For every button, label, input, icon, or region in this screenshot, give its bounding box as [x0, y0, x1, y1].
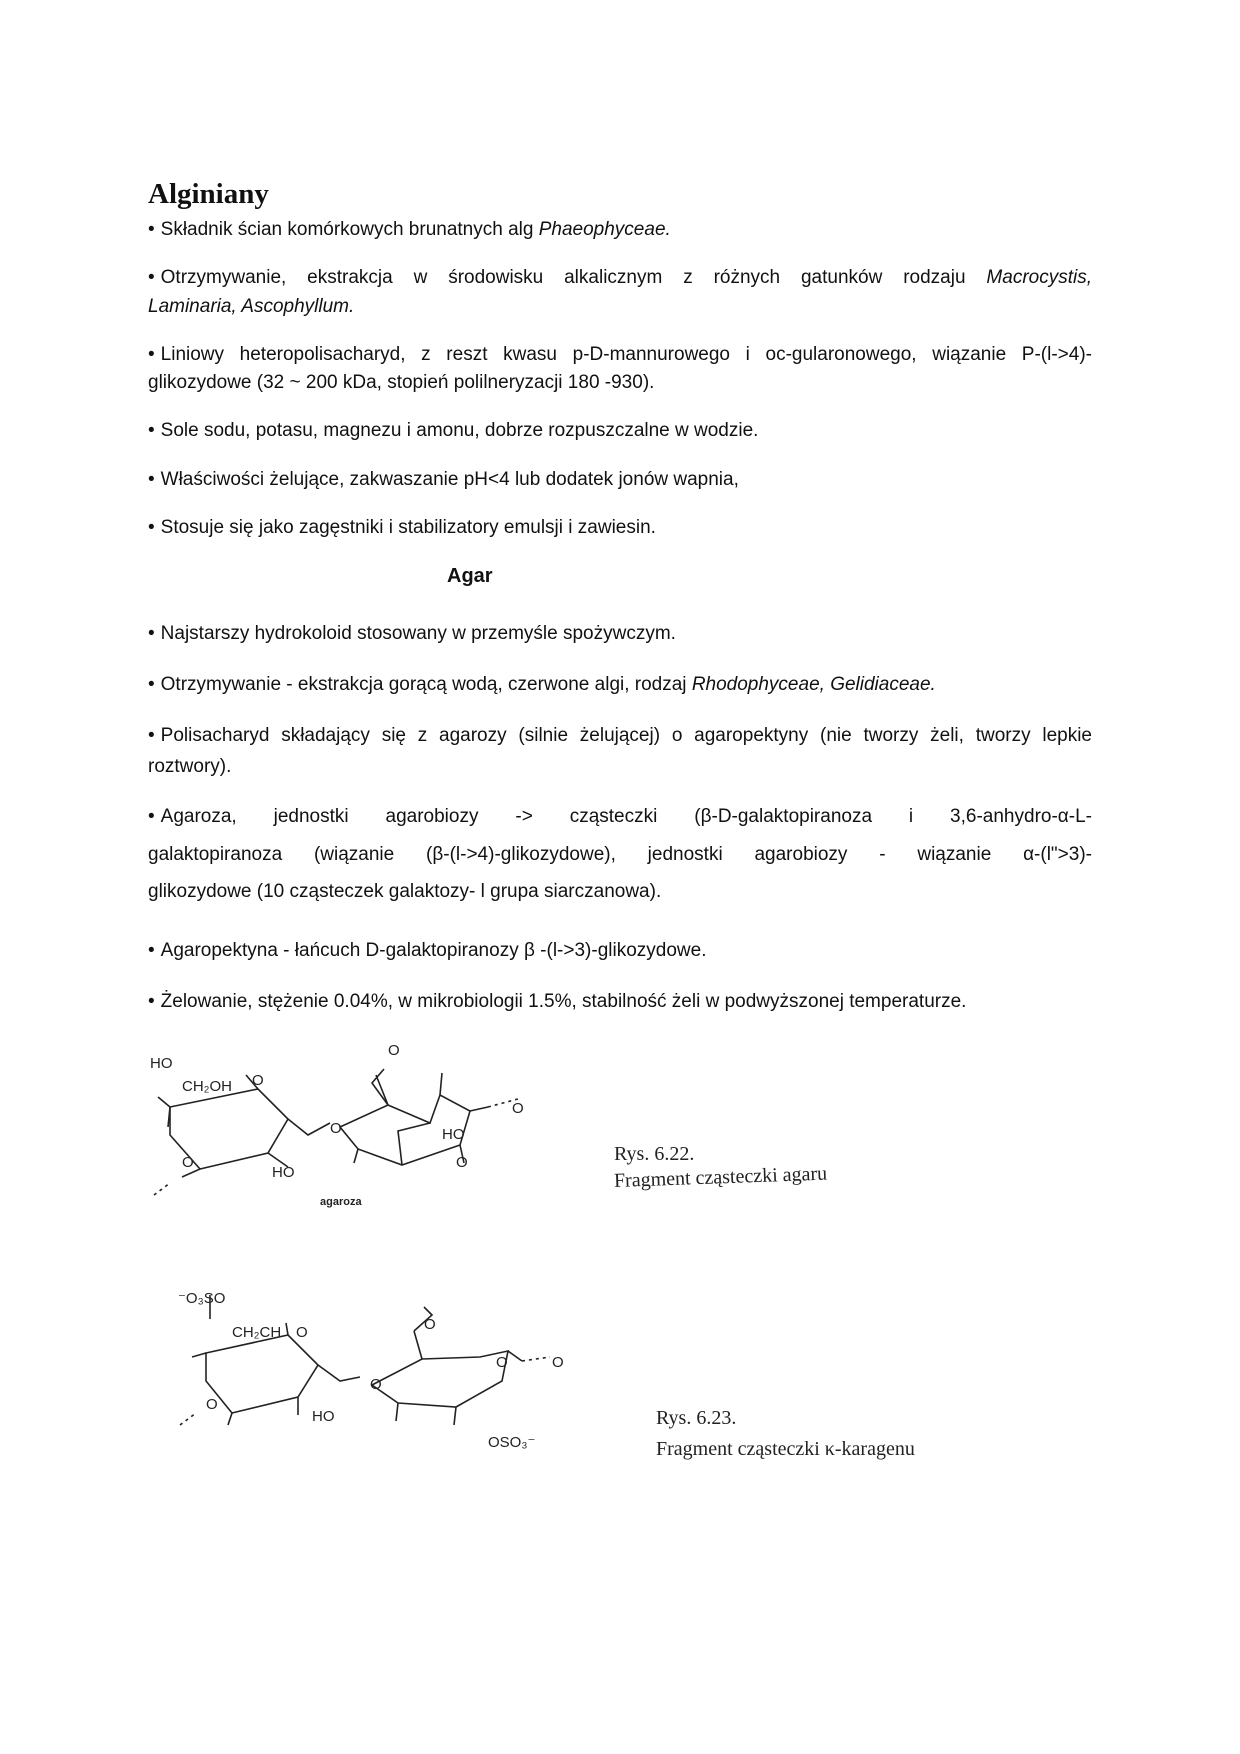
bullet-icon: • — [148, 991, 155, 1012]
heading-agar: Agar — [447, 565, 493, 587]
label-o-top: O — [424, 1316, 436, 1333]
agar-item-4-line-2: galaktopiranoza (wiązanie (β-(l->4)-glikozydowe), jednostki agarobiozy - wiązanie α-(l">3)- — [148, 844, 1092, 865]
alg-item-3-line-2: glikozydowe (32 ~ 200 kDa, stopień polilneryzacji 180 -930). — [148, 372, 655, 393]
bullet-icon: • — [148, 344, 155, 365]
label-ch2ch: CH₂CH — [232, 1324, 282, 1341]
alg-item-6: • Stosuje się jako zagęstniki i stabilizatory emulsji i zawiesin. — [148, 517, 656, 538]
carrageenan-structure-figure — [170, 1285, 600, 1460]
label-o-link: O — [370, 1376, 382, 1393]
label-o-ring2: O — [496, 1354, 508, 1371]
agar-item-1: • Najstarszy hydrokoloid stosowany w przemyśle spożywczym. — [148, 623, 676, 644]
agar-item-3: • Polisacharyd składający się z agarozy (silnie żelującej) o agaropektyny (nie tworzy żeli, tworzy lepkie — [148, 725, 1092, 746]
label-o-left: O — [182, 1154, 194, 1171]
alg-item-1: • Składnik ścian komórkowych brunatnych alg Phaeophyceae. — [148, 219, 671, 240]
label-ho-top: HO — [150, 1055, 173, 1072]
label-o-link: O — [330, 1120, 342, 1137]
heading-alginiany: Alginiany — [148, 178, 269, 210]
caption-text-6-22: Fragment cząsteczki agaru — [613, 1162, 828, 1192]
caption-number-6-23: Rys. 6.23. — [656, 1407, 737, 1429]
agar-item-2: • Otrzymywanie - ekstrakcja gorącą wodą, czerwone algi, rodzaj Rhodophyceae, Gelidiaceae. — [148, 674, 936, 695]
bullet-icon: • — [148, 806, 155, 827]
label-o-ring1: O — [252, 1072, 264, 1089]
bullet-icon: • — [148, 517, 155, 538]
agar-item-4: • Agaroza, jednostki agarobiozy -> cząsteczki (β-D-galaktopiranoza i 3,6-anhydro-α-L- — [148, 806, 1092, 827]
agar-item-6: • Żelowanie, stężenie 0.04%, w mikrobiologii 1.5%, stabilność żeli w podwyższonej temperaturze. — [148, 991, 967, 1012]
label-o-left: O — [206, 1396, 218, 1413]
bullet-icon: • — [148, 219, 155, 240]
alg-item-2: • Otrzymywanie, ekstrakcja w środowisku alkalicznym z różnych gatunków rodzaju Macrocystis, — [148, 267, 1092, 288]
label-o-top: O — [388, 1042, 400, 1059]
bullet-icon: • — [148, 940, 155, 961]
caption-number-6-22: Rys. 6.22. — [614, 1143, 695, 1165]
label-ho-right: HO — [442, 1126, 465, 1143]
bullet-icon: • — [148, 267, 155, 288]
agar-item-4-line-3: glikozydowe (10 cząsteczek galaktozy- l grupa siarczanowa). — [148, 881, 662, 902]
label-o-right: O — [552, 1354, 564, 1371]
label-o-ring1: O — [296, 1324, 308, 1341]
label-agaroza: agaroza — [320, 1196, 362, 1208]
agar-item-5: • Agaropektyna - łańcuch D-galaktopiranozy β -(l->3)-glikozydowe. — [148, 940, 707, 961]
bullet-icon: • — [148, 623, 155, 644]
label-o-bottom-right: O — [456, 1154, 468, 1171]
alg-item-4: • Sole sodu, potasu, magnezu i amonu, dobrze rozpuszczalne w wodzie. — [148, 420, 759, 441]
agar-item-3-line-2: roztwory). — [148, 756, 232, 777]
label-oso3: OSO₃⁻ — [488, 1434, 536, 1451]
label-ho-bottom: HO — [272, 1164, 295, 1181]
label-ho-bottom: HO — [312, 1408, 335, 1425]
label-o-right: O — [512, 1100, 524, 1117]
caption-text-6-23: Fragment cząsteczki κ-karagenu — [656, 1438, 915, 1460]
bullet-icon: • — [148, 420, 155, 441]
alg-item-5: • Właściwości żelujące, zakwaszanie pH<4 lub dodatek jonów wapnia, — [148, 469, 739, 490]
carrageenan-bonds — [180, 1295, 550, 1425]
label-ch2oh: CH₂OH — [182, 1078, 232, 1095]
label-o3so: ⁻O₃SO — [178, 1290, 226, 1307]
alg-item-3: • Liniowy heteropolisacharyd, z reszt kwasu p-D-mannurowego i oc-gularonowego, wiązanie P-(l->4)- — [148, 344, 1092, 365]
bullet-icon: • — [148, 469, 155, 490]
bullet-icon: • — [148, 674, 155, 695]
bullet-icon: • — [148, 725, 155, 746]
agarose-structure-figure — [140, 1035, 560, 1210]
alg-item-2-line-2: Laminaria, Ascophyllum. — [148, 296, 355, 317]
